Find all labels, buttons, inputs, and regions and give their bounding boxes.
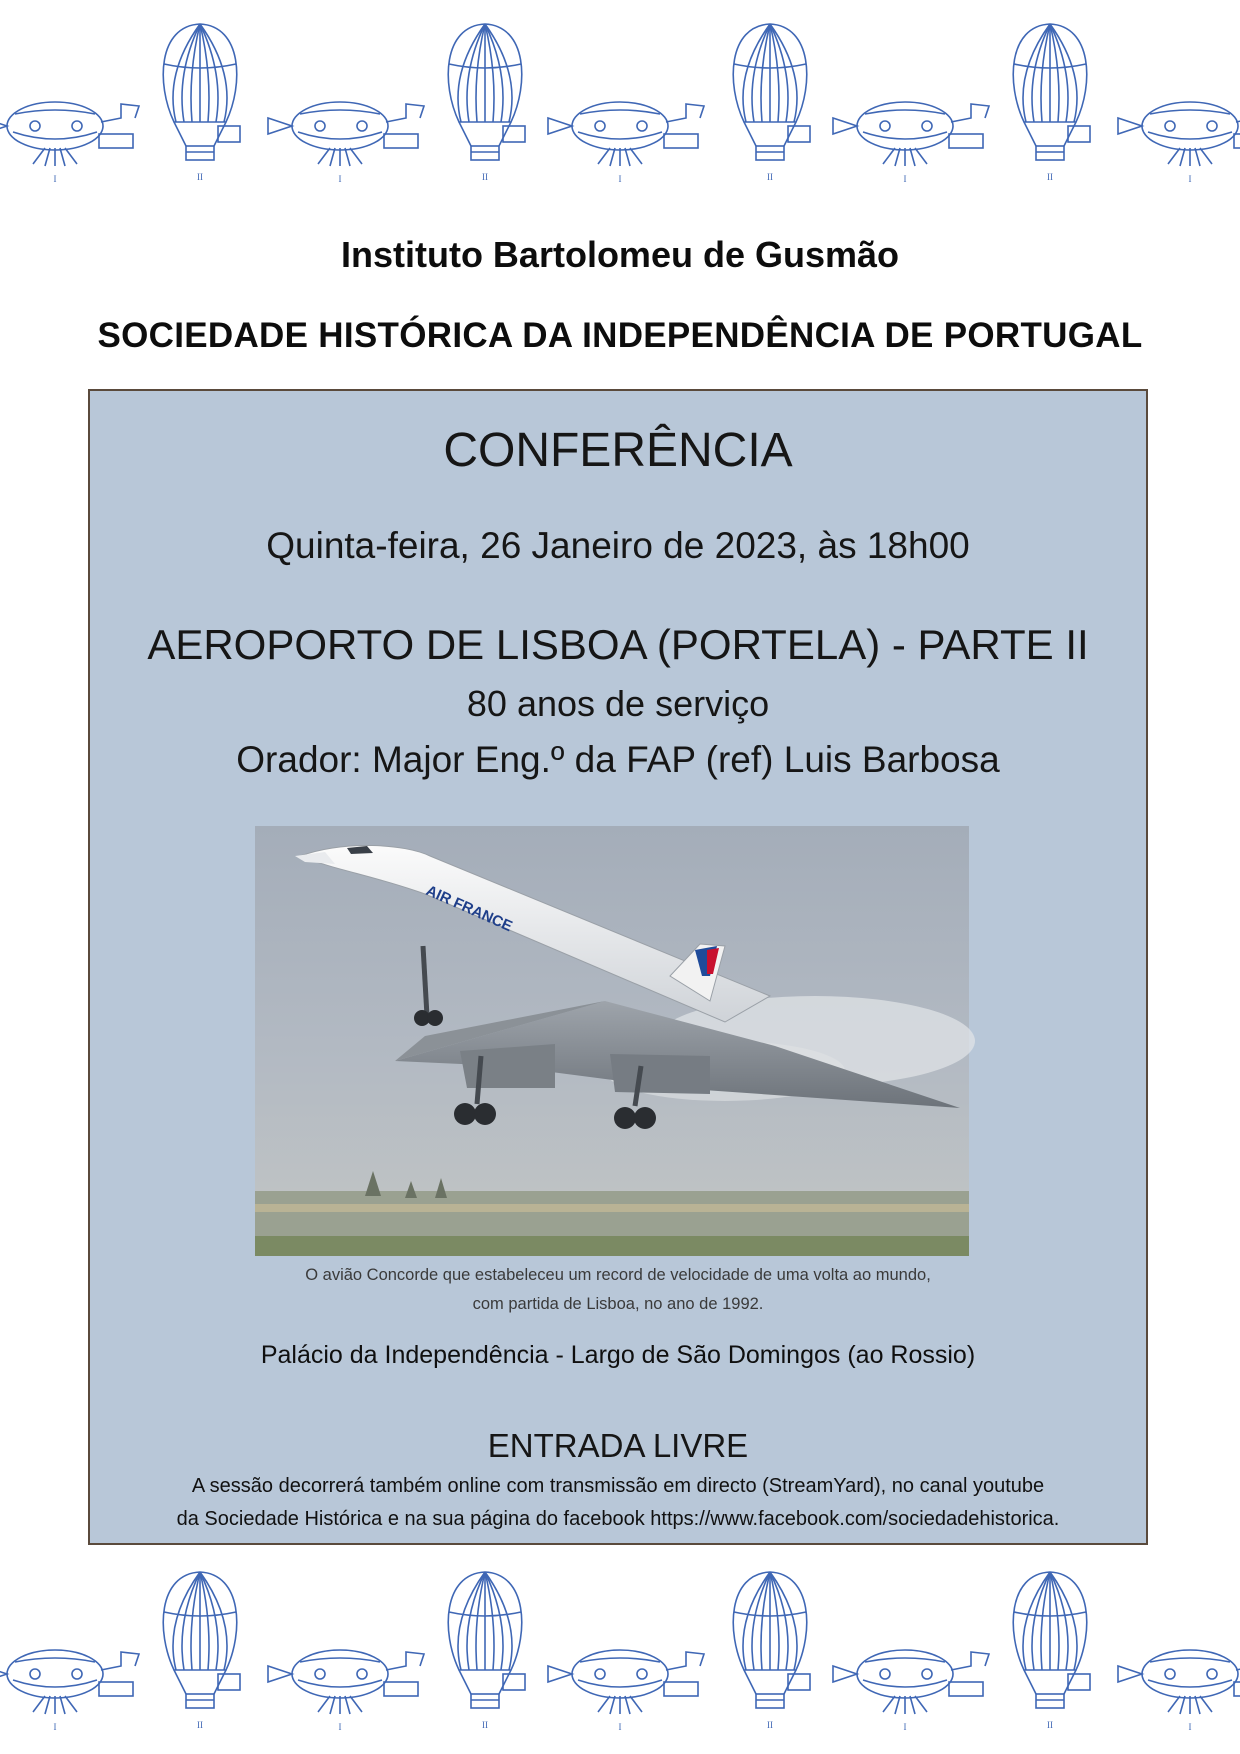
plate-numeral: II [197,172,203,182]
photo-caption-line-1: O avião Concorde que estabeleceu um record de velocidade de uma volta ao mundo, [305,1266,931,1284]
conference-subtitle: 80 anos de serviço [466,683,770,724]
airship-engraving-icon [268,1650,424,1732]
plate-numeral: II [482,1720,488,1730]
air-france-livery: AIR FRANCE [423,882,515,936]
conference-speaker: Orador: Major Eng.º da FAP (ref) Luis Barbosa [236,739,1000,780]
online-notice-line-2: da Sociedade Histórica e na sua página do facebook https://www.facebook.com/sociedadehistorica. [176,1508,1060,1530]
airship-balloon-pattern-top [0,14,1240,184]
plate-numeral: I [53,1722,57,1732]
balloon-engraving-icon [1013,24,1090,182]
entry-notice: ENTRADA LIVRE [487,1427,749,1464]
airship-engraving-icon [833,102,989,184]
online-notice-line-1: A sessão decorrerá também online com transmissão em directo (StreamYard), no canal youtube [191,1475,1045,1497]
plate-numeral: I [338,1722,342,1732]
conference-topic: AEROPORTO DE LISBOA (PORTELA) - PARTE II [147,621,1089,668]
balloon-engraving-icon [1013,1572,1090,1730]
plate-numeral: I [618,174,622,184]
plate-numeral: I [338,174,342,184]
institute-title: Instituto Bartolomeu de Gusmão [340,234,900,275]
airship-engraving-icon [0,1650,139,1732]
conference-date: Quinta-feira, 26 Janeiro de 2023, às 18h00 [266,525,970,566]
airship-engraving-icon [1118,1650,1240,1732]
plate-numeral: II [1047,1720,1053,1730]
plate-numeral: I [1188,174,1192,184]
plate-numeral: I [903,1722,907,1732]
society-title: SOCIEDADE HISTÓRICA DA INDEPENDÊNCIA DE PORTUGAL [97,316,1143,355]
photo-caption-line-2: com partida de Lisboa, no ano de 1992. [472,1295,764,1313]
airship-engraving-icon [548,1650,704,1732]
airship-balloon-pattern-bottom [0,1562,1240,1732]
plate-numeral: II [482,172,488,182]
airship-engraving-icon [833,1650,989,1732]
balloon-engraving-icon [448,1572,525,1730]
airship-engraving-icon [1118,102,1240,184]
plate-numeral: II [767,1720,773,1730]
plate-numeral: II [767,172,773,182]
plate-numeral: I [53,174,57,184]
venue-text: Palácio da Independência - Largo de São Domingos (ao Rossio) [260,1341,976,1369]
balloon-engraving-icon [163,1572,240,1730]
plate-numeral: I [903,174,907,184]
plate-numeral: I [618,1722,622,1732]
conference-panel [88,389,1148,1545]
airship-engraving-icon [0,102,139,184]
airship-engraving-icon [268,102,424,184]
plate-numeral: I [1188,1722,1192,1732]
conference-heading: CONFERÊNCIA [443,424,793,477]
airship-engraving-icon [548,102,704,184]
concorde-photo [255,826,969,1256]
plate-numeral: II [1047,172,1053,182]
balloon-engraving-icon [733,1572,810,1730]
balloon-engraving-icon [448,24,525,182]
balloon-engraving-icon [733,24,810,182]
plate-numeral: II [197,1720,203,1730]
balloon-engraving-icon [163,24,240,182]
